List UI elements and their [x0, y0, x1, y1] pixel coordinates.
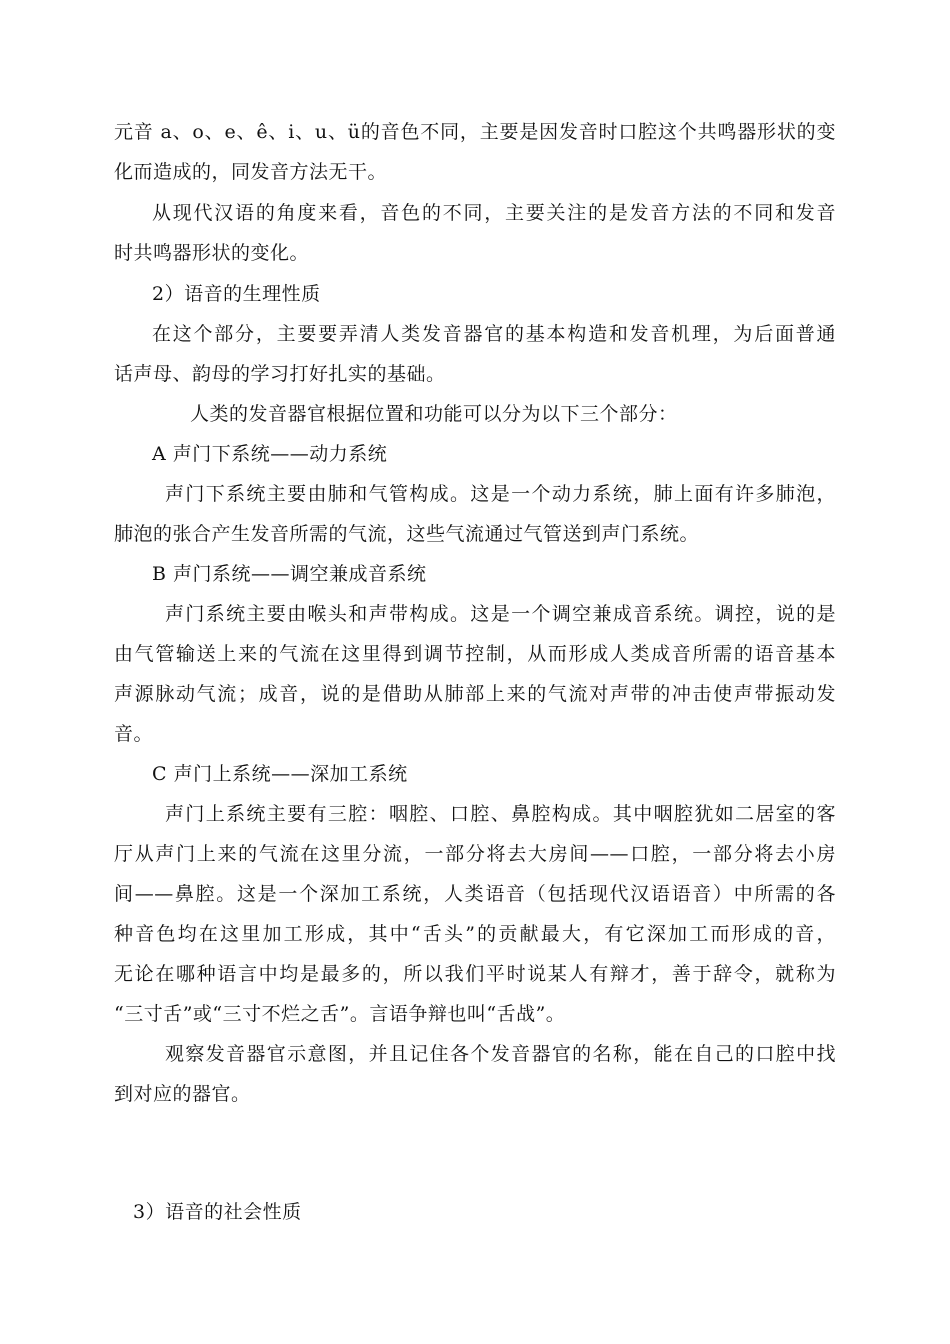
paragraph-line: 声源脉动气流；成音，说的是借助从肺部上来的气流对声带的冲击使声带振动发 [114, 683, 836, 705]
paragraph-line: 元音 a、o、e、ê、i、u、ü的音色不同，主要是因发音时口腔这个共鸣器形状的变 [114, 121, 836, 143]
paragraph-line: 音。 [114, 723, 154, 745]
paragraph-line: 无论在哪种语言中均是最多的，所以我们平时说某人有辩才，善于辞令，就称为 [114, 963, 836, 985]
paragraph-line: 在这个部分，主要要弄清人类发音器官的基本构造和发音机理，为后面普通 [152, 323, 836, 345]
subsection-heading: B 声门系统——调空兼成音系统 [152, 563, 427, 585]
paragraph-line: 间——鼻腔。这是一个深加工系统，人类语音（包括现代汉语语音）中所需的各 [114, 883, 836, 905]
paragraph-line: 种音色均在这里加工形成，其中“舌头”的贡献最大，有它深加工而形成的音， [114, 923, 836, 945]
section-heading: 3）语音的社会性质 [133, 1201, 302, 1223]
paragraph-line: 声门下系统主要由肺和气管构成。这是一个动力系统，肺上面有许多肺泡， [165, 483, 836, 505]
paragraph-line: 从现代汉语的角度来看，音色的不同，主要关注的是发音方法的不同和发音 [152, 202, 836, 224]
paragraph-line: 化而造成的，同发音方法无干。 [114, 161, 388, 183]
paragraph-line: 声门系统主要由喉头和声带构成。这是一个调空兼成音系统。调控，说的是 [165, 603, 836, 625]
paragraph-line: 厅从声门上来的气流在这里分流，一部分将去大房间——口腔，一部分将去小房 [114, 843, 836, 865]
paragraph-line: “三寸舌”或“三寸不烂之舌”。言语争辩也叫“舌战”。 [114, 1003, 566, 1025]
paragraph-line: 时共鸣器形状的变化。 [114, 242, 310, 264]
paragraph-line: 由气管输送上来的气流在这里得到调节控制，从而形成人类成音所需的语音基本 [114, 643, 836, 665]
subsection-heading: C 声门上系统——深加工系统 [152, 763, 408, 785]
paragraph-line: 话声母、韵母的学习打好扎实的基础。 [114, 363, 446, 385]
paragraph-line: 肺泡的张合产生发音所需的气流，这些气流通过气管送到声门系统。 [114, 523, 700, 545]
paragraph-line: 观察发音器官示意图，并且记住各个发音器官的名称，能在自己的口腔中找 [165, 1043, 836, 1065]
subsection-heading: A 声门下系统——动力系统 [152, 443, 388, 465]
section-heading: 2）语音的生理性质 [152, 283, 321, 305]
paragraph-line: 到对应的器官。 [114, 1083, 251, 1105]
paragraph-line: 声门上系统主要有三腔：咽腔、口腔、鼻腔构成。其中咽腔犹如二居室的客 [165, 803, 836, 825]
paragraph-line: 人类的发音器官根据位置和功能可以分为以下三个部分： [190, 403, 678, 425]
